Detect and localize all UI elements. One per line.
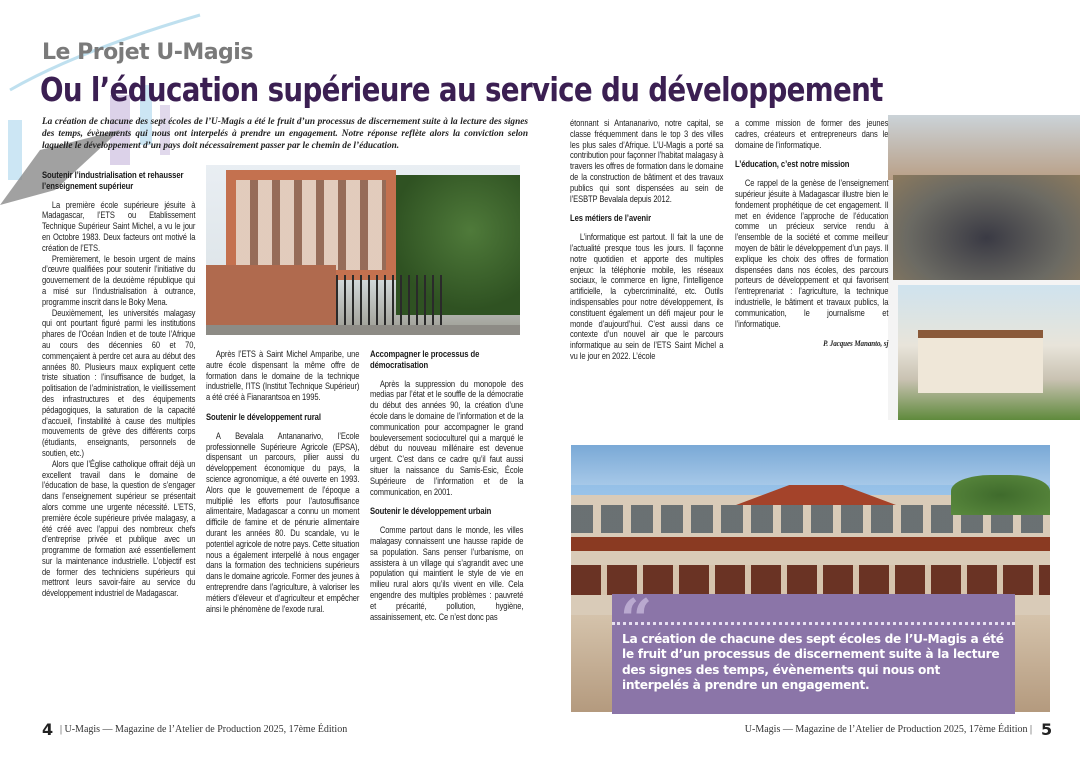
body-paragraph: L’informatique est partout. Il fait la une de l’actualité presque tous les jours. Il façonne notre quotidien et apporte des multiples enjeux: la téléphonie mobile, les réseaux sociaux, le commerce en ligne, l’intelligence artificielle, la cybercriminalité, etc. Outils indispensables pour notre développement, ils constituent également un défi majeur pour le monde d’aujourd’hui. C’est aussi dans ce contexte d’un nouvel air que le parcours informatique au sein de l’ETS Saint Michel a vu le jour en 2022. L’école <box>570 232 724 361</box>
dotted-divider <box>612 622 1015 625</box>
section-heading: Soutenir le développement rural <box>206 410 321 422</box>
section-kicker: Le Projet U-Magis <box>42 40 253 65</box>
body-paragraph: Après la suppression du monopole des medias par l’état et le souffle de la démocratie du début des années 90, la création d’une école dans le domaine de l’information et de la communication pour accompagner le grand bouleversement socioculturel qui a marqué le début du nouveau millénaire est devenue urgent. C’est dans ce cadre qu’il faut aussi situer la naissance du Samis-Esic, École Supérieure de l’information et de la communication, en 2001. <box>370 378 524 497</box>
body-paragraph: Comme partout dans le monde, les villes malagasy connaissent une hausse rapide de sa population. Sans penser l’urbanisme, on assistera à un village qui s’agrandit avec une population qui maintient le style de vie en milieu rural alors qu’ils vivent en ville. Cela engendre des multiples problèmes : pauvreté et précarité, pollution, hygiène, assainissement, etc. Ce n’est donc pas <box>370 525 524 622</box>
body-paragraph: étonnant si Antananarivo, notre capital, se classe fréquemment dans le top 3 des villes les plus sales d’Afrique. L’U-Magis a porté sa contribution pour façonner l’habitat malagasy à travers les offres de formation dans le domaine de la construction de bâtiment et des travaux publics qui sont dispensées au sein de l’ESBTP Bevalala depuis 2012. <box>570 118 724 204</box>
article-column-1 <box>42 170 195 599</box>
photo-collage-campus <box>888 115 1080 420</box>
section-heading: Les métiers de l’avenir <box>570 212 652 224</box>
pull-quote-text: La création de chacune des sept écoles de l’U-Magis a été le fruit d’un processus de discernement suite à la lecture des signes des temps, évènements qui nous ont interpelés à prendre un engagement. <box>622 632 1004 693</box>
pull-quote-box <box>612 587 1015 714</box>
body-paragraph: Deuxièmement, les universités malagasy qui ont pourtant figuré parmi les institutions phares de l’Océan Indien et de toute l’Afrique au cours des décennies 60 et 70, commençaient à perdre cet aura au début des années 80. Plusieurs maux expliquent cette triste situation : l’insuffisance de budget, la politisation de l’administration, le vieillissement des infrastructures et des équipements pédagogiques, la saturation de la capacité d’accueil, l’instabilité à cause des multiples mouvements de grève des différents corps (étudiants, enseignants, personnels de soutien, etc.) <box>42 307 196 458</box>
article-column-4 <box>570 118 723 362</box>
body-paragraph: A Bevalala Antananarivo, l’Ecole professionnelle Supérieure Agricole (EPSA), dispensant un parcours, pilier aussi du développement économique du pays, la science agronomique, a été ouverte en 1993. Alors que le gouvernement de l’époque a multiplié les efforts pour l’autosuffisance alimentaire, Madagascar a connu un moment difficile de famine et de pénurie alimentaire durant les années 80. Du scandale, vu le potentiel agricole de notre pays. Cette situation nous a également interpellé à nous engager dans la formation des techniciens supérieurs dans le domaine agricole. Former des jeunes à entreprendre dans l’agriculture, à valoriser les métiers d’éleveur et d’agriculteur et empêcher ainsi le phénomène de l’exode rural. <box>206 430 360 614</box>
body-paragraph: La première école supérieure jésuite à Madagascar, l’ETS ou Etablissement Technique Supérieur Saint Michel, a vu le jour en Octobre 1983. Deux facteurs ont motivé la création de l’ETS. <box>42 199 196 253</box>
body-paragraph: Premièrement, le besoin urgent de mains d’œuvre qualifiées pour soutenir l’initiative du gouvernement de la deuxième république qui a misé sur l’industrialisation à outrance, programme inscrit dans le Boky Mena. <box>42 253 196 307</box>
body-paragraph: a comme mission de former des jeunes cadres, créateurs et entrepreneurs dans le domaine de l’informatique. <box>735 118 889 150</box>
body-paragraph: Ce rappel de la genèse de l’enseignement supérieur jésuite à Madagascar illustre bien le fondement prophétique de cet engagement. Il met en évidence l’approche de l’éducation comme un précieux service rendu à l’ensemble de la société et comme meilleur moyen de bâtir le développement d’un pays. Il explique les choix des offres de formation dispensées dans nos écoles, des parcours porteurs de développement et qui favorisent l’entreprenariat : l’agriculture, la technique industrielle, le bâtiment et travaux publics, la communication, le journalisme et l’informatique. <box>735 178 889 329</box>
right-footer-text: U-Magis — Magazine de l’Atelier de Production 2025, 17ème Édition | <box>744 724 1032 735</box>
photo-ets-building <box>206 165 520 335</box>
left-page-number: 4 <box>42 720 54 739</box>
left-footer-text: | U-Magis — Magazine de l’Atelier de Production 2025, 17ème Édition <box>60 724 348 735</box>
author-signature: P. Jacques Mananto, sj <box>823 338 889 349</box>
body-paragraph: Alors que l’Église catholique offrait déjà un excellent travail dans le domaine de l’éducation de base, la question de s’engager dans l’enseignement supérieur se présentait alors comme une urgente nécessité. L’ETS, première école supérieure privée malagasy, a été créé avec l’appui des nombreux chefs d’entreprise privée et publique avec un programme de formation axé essentiellement sur la maintenance industrielle. L’objectif est de former des techniciens supérieurs qui mettront leurs savoir-faire au service du développement industriel de Madagascar. <box>42 458 196 599</box>
section-heading: L’éducation, c’est notre mission <box>735 158 850 170</box>
section-heading: Soutenir l’industrialisation et rehausser l’enseignement supérieur <box>42 169 184 191</box>
section-heading: Soutenir le développement urbain <box>370 505 492 517</box>
page-title: Ou l’éducation supérieure au service du développement <box>40 70 883 109</box>
article-column-5 <box>735 118 888 349</box>
body-paragraph: Après l’ETS à Saint Michel Amparibe, une autre école dispensant la même offre de formation dans le domaine de la technique industrielle, l’ITS (Institut Technique Supérieur) a été créé à Fianarantsoa en 1995. <box>206 349 360 403</box>
quote-mark-icon: “ <box>620 587 653 653</box>
article-column-2 <box>206 349 359 614</box>
section-heading: Accompagner le processus de démocratisation <box>370 348 480 370</box>
right-page-number: 5 <box>1041 720 1053 739</box>
article-column-3 <box>370 349 523 622</box>
lead-paragraph: La création de chacune des sept écoles de l’U-Magis a été le fruit d’un processus de discernement suite à la lecture des signes des temps, évènements qui nous ont interpelés à prendre un engagement. Notre réponse reflète alors la conviction selon laquelle le développement d’un pays doit nécessairement passer par le chemin de l’éducation. <box>42 117 528 151</box>
